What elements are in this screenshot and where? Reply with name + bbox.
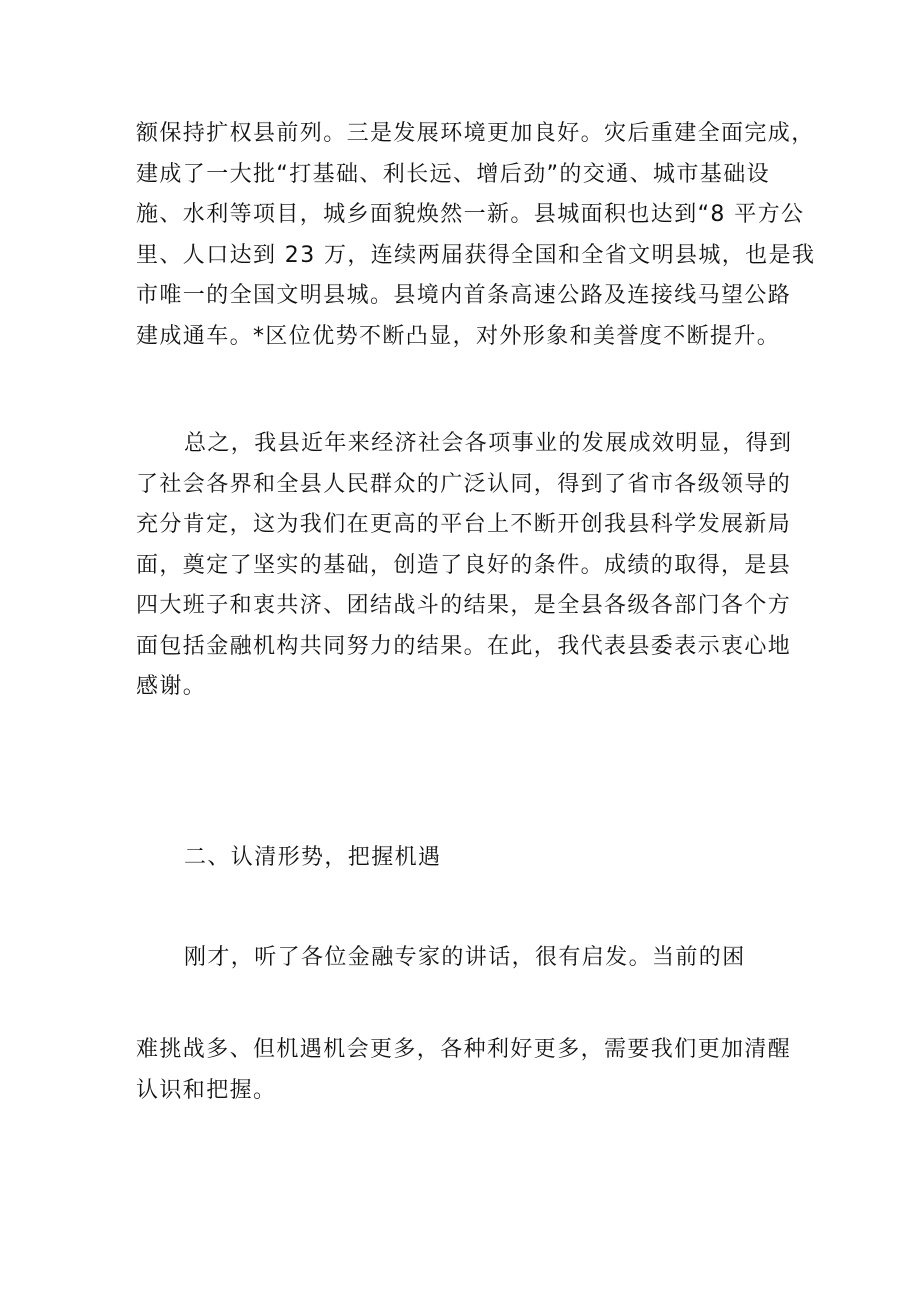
text-line: 里、人口达到 23 万，连续两届获得全国和全省文明县城，也是我 (136, 242, 816, 268)
text-line: 面包括金融机构共同努力的结果。在此，我代表县委表示衷心地 (136, 633, 792, 659)
heading-text: 二、认清形势，把握机遇 (184, 845, 442, 870)
text-line: 认识和把握。 (136, 1077, 277, 1103)
text-line: 总之，我县近年来经济社会各项事业的发展成效明显，得到 (184, 431, 793, 456)
text-line: 建成了一大批“打基础、利长远、增后劲”的交通、城市基础设 (136, 161, 770, 187)
text-line: 刚才，听了各位金融专家的讲话，很有启发。当前的困 (184, 945, 746, 970)
text-line: 了社会各界和全县人民群众的广泛认同，得到了省市各级领导的 (136, 471, 792, 497)
text-line: 额保持扩权县前列。三是发展环境更加良好。灾后重建全面完成， (136, 121, 815, 146)
text-line: 感谢。 (136, 674, 207, 699)
text-line: 难挑战多、但机遇机会更多，各种利好更多，需要我们更加清醒 (136, 1037, 792, 1062)
paragraph-development-environment (136, 114, 816, 357)
text-line: 施、水利等项目，城乡面貌焕然一新。县城面积也达到“8 平方公 (136, 202, 805, 227)
text-line: 充分肯定，这为我们在更高的平台上不断开创我县科学发展新局 (136, 512, 792, 537)
section-heading (136, 838, 796, 879)
paragraph-expert-talks (136, 938, 796, 979)
text-line: 面，奠定了坚实的基础，创造了良好的条件。成绩的取得，是县 (136, 552, 792, 578)
paragraph-opportunities (136, 1030, 796, 1111)
text-line: 四大班子和衷共济、团结战斗的结果，是全县各级各部门各个方 (136, 593, 792, 618)
text-line: 市唯一的全国文明县城。县境内首条高速公路及连接线马望公路 (136, 283, 792, 308)
paragraph-summary (136, 424, 796, 708)
text-line: 建成通车。*区位优势不断凸显，对外形象和美誉度不断提升。 (136, 323, 781, 349)
